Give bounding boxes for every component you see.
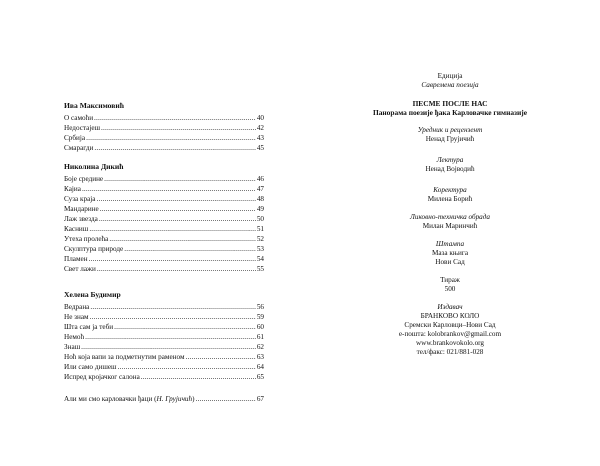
entry-page: 53 xyxy=(256,245,264,253)
entry-page: 40 xyxy=(256,114,264,122)
leader-dots xyxy=(114,322,256,332)
design-name: Милан Маринчић xyxy=(422,222,478,230)
toc-entry xyxy=(64,214,264,224)
entry-title: Свет лажи xyxy=(64,265,96,273)
entry-page: 52 xyxy=(256,235,264,243)
entry-page: 55 xyxy=(256,265,264,273)
leader-dots xyxy=(124,244,256,254)
entry-title: Недостајеш xyxy=(64,124,101,132)
tiraz-value: 500 xyxy=(444,285,456,293)
toc-entry xyxy=(64,264,264,274)
toc-entry xyxy=(64,244,264,254)
lektura-name: Ненад Војводић xyxy=(425,165,475,173)
entry-title: Утеха пролећа xyxy=(64,235,109,243)
toc-entry xyxy=(64,312,264,322)
toc-entry xyxy=(64,204,264,214)
toc-section-dikic xyxy=(64,162,264,274)
entry-title: Знаш xyxy=(64,343,81,351)
entry-page: 51 xyxy=(256,225,264,233)
entry-page: 67 xyxy=(256,395,264,403)
entry-title-end: ) xyxy=(192,395,195,403)
editor-label: Уредник и рецензент xyxy=(417,126,483,134)
leader-dots xyxy=(82,184,256,194)
toc-entry xyxy=(64,362,264,372)
editor-name: Ненад Грујичић xyxy=(425,135,475,143)
entry-page: 45 xyxy=(256,144,264,152)
leader-dots xyxy=(94,113,256,123)
toc-entry xyxy=(64,224,264,234)
leader-dots xyxy=(89,254,256,264)
lektura-label: Лектура xyxy=(436,156,464,164)
entry-page: 65 xyxy=(256,373,264,381)
author-name: Ива Максимовић xyxy=(64,101,124,110)
leader-dots xyxy=(89,224,256,234)
entry-title: Смарагди xyxy=(64,144,94,152)
toc-entry xyxy=(64,322,264,332)
entry-page: 64 xyxy=(256,363,264,371)
entry-page: 63 xyxy=(256,353,264,361)
entry-title: Касниш xyxy=(64,225,89,233)
author-name: Хелена Будимир xyxy=(64,290,121,299)
entry-title: Немоћ xyxy=(64,333,85,341)
toc-section-budimir xyxy=(64,290,264,382)
entry-title: Испред кројачког салона xyxy=(64,373,140,381)
table-of-contents xyxy=(64,101,264,404)
toc-entry xyxy=(64,372,264,382)
toc-entry xyxy=(64,174,264,184)
leader-dots xyxy=(186,352,256,362)
entry-title: Србија xyxy=(64,134,86,142)
publisher-web: www.brankovokolo.org xyxy=(415,339,485,347)
entry-page: 60 xyxy=(256,323,264,331)
publisher-address: Сремски Карловци–Нови Сад xyxy=(404,321,496,329)
printer-city: Нови Сад xyxy=(435,258,465,266)
leader-dots xyxy=(141,372,256,382)
korektura-name: Милена Борић xyxy=(427,195,473,203)
entry-title: Лаж звезда xyxy=(64,215,98,223)
entry-title: Суза краја xyxy=(64,195,96,203)
entry-title: О самоћи xyxy=(64,114,94,122)
entry-page: 46 xyxy=(256,175,264,183)
entry-title: Мандарине xyxy=(64,205,99,213)
leader-dots xyxy=(90,312,256,322)
leader-dots xyxy=(101,123,256,133)
toc-entry xyxy=(64,394,264,404)
leader-dots xyxy=(195,394,255,404)
entry-page: 49 xyxy=(256,205,264,213)
printer-name: Маза књига xyxy=(431,249,469,257)
edition-label: Едиција xyxy=(437,72,463,80)
toc-entry xyxy=(64,332,264,342)
right-page xyxy=(300,0,600,466)
leader-dots xyxy=(94,143,255,153)
korektura-label: Коректура xyxy=(433,186,467,194)
leader-dots xyxy=(104,174,256,184)
toc-entry xyxy=(64,133,264,143)
leader-dots xyxy=(81,342,256,352)
toc-entry xyxy=(64,302,264,312)
publisher-name: БРАНКОВО КОЛО xyxy=(420,312,480,320)
leader-dots xyxy=(85,332,256,342)
edition-name: Савремена поезија xyxy=(421,81,479,89)
entry-title: Шта сам ја теби xyxy=(64,323,114,331)
book-title: ПЕСМЕ ПОСЛЕ НАС xyxy=(412,99,488,108)
entry-page: 47 xyxy=(256,185,264,193)
entry-title: Ноћ која вапи за подметнутим раменом xyxy=(64,353,185,361)
entry-page: 48 xyxy=(256,195,264,203)
entry-page: 56 xyxy=(256,303,264,311)
toc-entry xyxy=(64,254,264,264)
toc-entry xyxy=(64,352,264,362)
entry-page: 61 xyxy=(256,333,264,341)
entry-page: 43 xyxy=(256,134,264,142)
entry-page: 50 xyxy=(256,215,264,223)
toc-entry xyxy=(64,184,264,194)
leader-dots xyxy=(100,204,256,214)
leader-dots xyxy=(86,133,256,143)
toc-entry xyxy=(64,143,264,153)
publisher-phone: тел/факс: 021/881-028 xyxy=(416,348,484,356)
entry-title: Пламен xyxy=(64,255,88,263)
entry-title: Или само дишеш xyxy=(64,363,117,371)
entry-title-author: Н. Грујичић xyxy=(156,395,193,403)
toc-entry xyxy=(64,342,264,352)
entry-title-text: Али ми смо карловачки ђаци ( xyxy=(64,395,157,403)
leader-dots xyxy=(97,194,256,204)
toc-entry xyxy=(64,113,264,123)
leader-dots xyxy=(90,302,255,312)
entry-page: 62 xyxy=(256,343,264,351)
entry-title: Не знам xyxy=(64,313,89,321)
leader-dots xyxy=(99,214,256,224)
toc-entry xyxy=(64,234,264,244)
toc-closing-entry xyxy=(64,394,264,404)
entry-title: Боје средине xyxy=(64,175,104,183)
leader-dots xyxy=(118,362,256,372)
entry-title xyxy=(64,394,194,404)
book-subtitle: Панорама поезије ђака Карловачке гимназије xyxy=(372,108,527,117)
toc-entry xyxy=(64,194,264,204)
entry-page: 59 xyxy=(256,313,264,321)
imprint-block xyxy=(362,72,538,357)
toc-section-maksimovic xyxy=(64,101,264,153)
leader-dots xyxy=(97,264,256,274)
print-label: Штампа xyxy=(435,240,465,248)
entry-page: 54 xyxy=(256,255,264,263)
publisher-email: е-пошта: kolobrankov@gmail.com xyxy=(398,330,502,338)
tiraz-label: Тираж xyxy=(440,276,460,284)
entry-title: Ведрана xyxy=(64,303,90,311)
entry-page: 42 xyxy=(256,124,264,132)
author-name: Николина Дикић xyxy=(64,162,124,171)
entry-title: Кајиа xyxy=(64,185,81,193)
publisher-label: Издавач xyxy=(437,303,463,311)
design-label: Ликовно-техничка обрада xyxy=(410,213,490,221)
entry-title: Скулптура природе xyxy=(64,245,124,253)
leader-dots xyxy=(109,234,256,244)
toc-entry xyxy=(64,123,264,133)
